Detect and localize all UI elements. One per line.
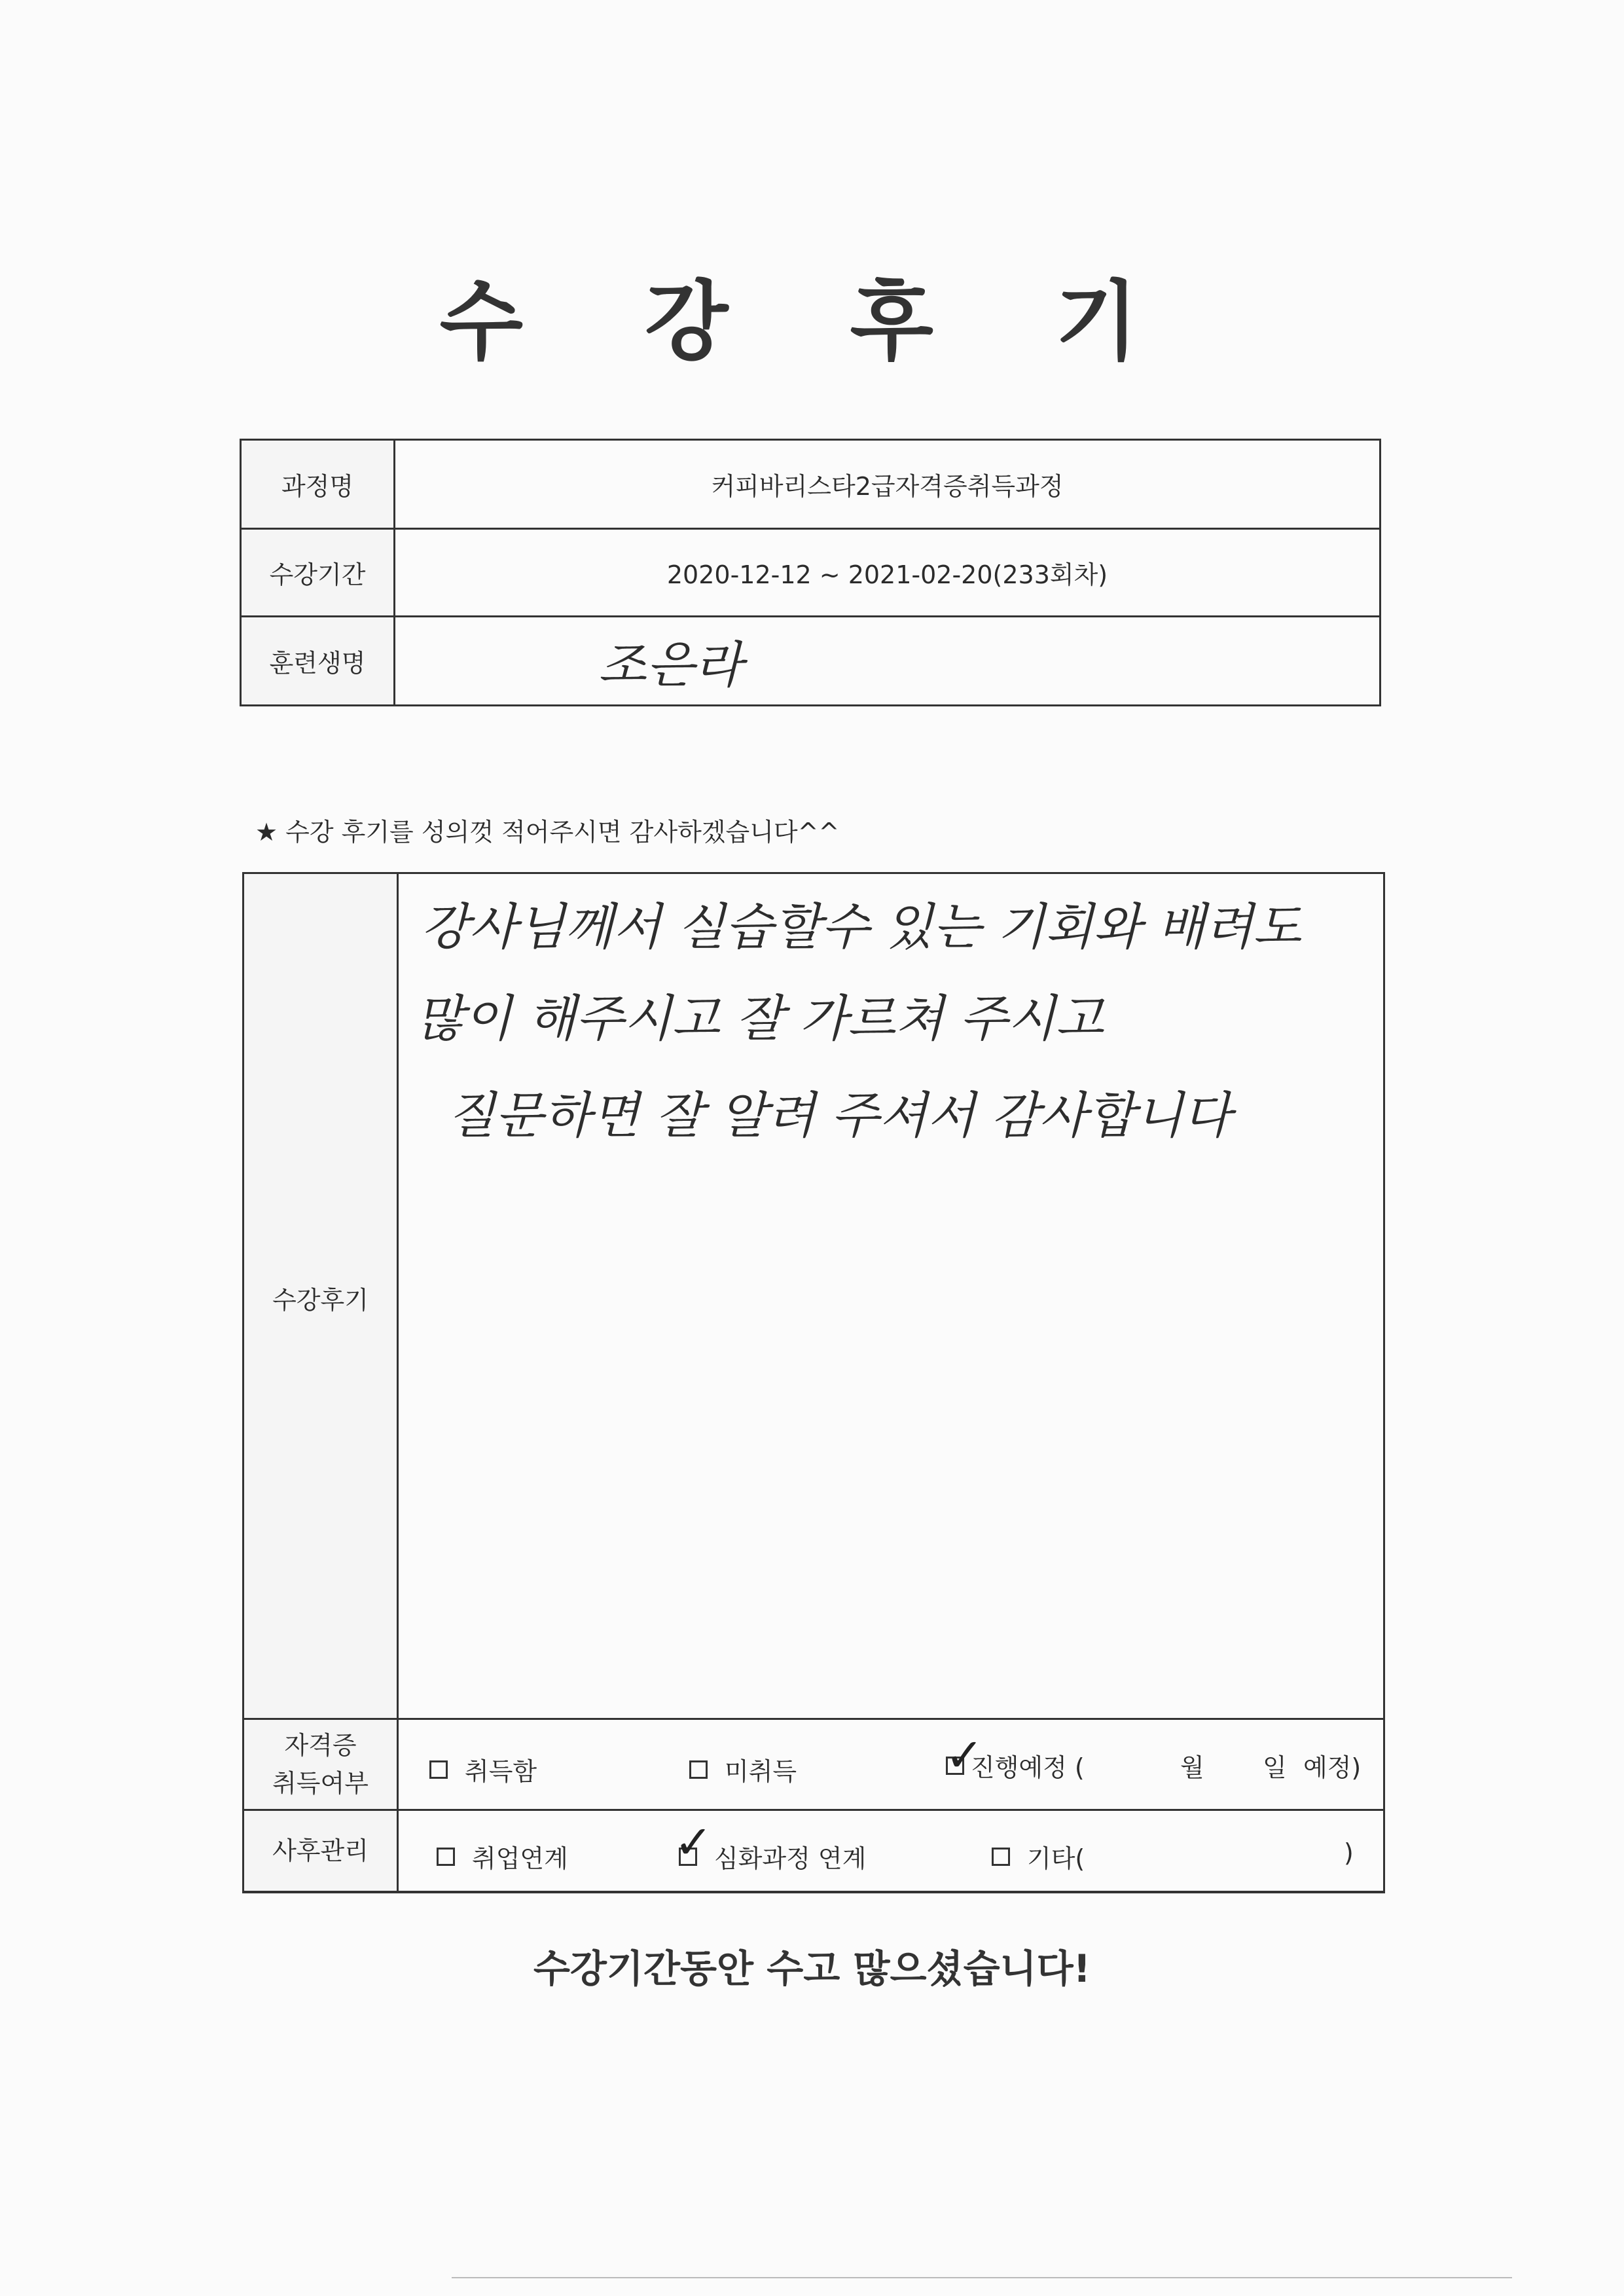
option-advanced[interactable] bbox=[674, 1815, 867, 1874]
option-obtained-label: 취득함 bbox=[465, 1757, 537, 1786]
notice-text: ★ 수강 후기를 성의껏 적어주시면 감사하겠습니다^^ bbox=[255, 818, 840, 847]
trainee-name-handwritten: 조은라 bbox=[598, 636, 743, 694]
checkbox-advanced[interactable] bbox=[674, 1815, 713, 1869]
followup-row bbox=[242, 1809, 1385, 1893]
trainee-cell bbox=[395, 617, 1380, 706]
closing-message: 수강기간동안 수고 많으셨습니다! bbox=[533, 1946, 1091, 1991]
option-planned[interactable] bbox=[945, 1728, 1085, 1783]
certificate-label-line1: 자격증 bbox=[284, 1731, 357, 1760]
option-employment[interactable] bbox=[437, 1838, 568, 1874]
planned-suffix: 예정) bbox=[1303, 1753, 1362, 1782]
option-other-label: 기타( bbox=[1027, 1844, 1085, 1873]
option-planned-label: 진행예정 ( bbox=[971, 1753, 1085, 1782]
option-not-obtained[interactable] bbox=[689, 1751, 797, 1787]
check-mark-icon: ✓ bbox=[674, 1815, 713, 1869]
review-line-3: 질문하면 잘 알려 주셔서 감사합니다 bbox=[447, 1086, 1231, 1144]
certificate-label-line2: 취득여부 bbox=[272, 1769, 369, 1798]
checkbox-other[interactable] bbox=[992, 1848, 1010, 1866]
certificate-row bbox=[242, 1718, 1385, 1811]
option-other-close: ) bbox=[1344, 1838, 1354, 1867]
certificate-label bbox=[244, 1720, 399, 1809]
checkbox-obtained[interactable] bbox=[429, 1760, 448, 1779]
planned-month: 월 bbox=[1180, 1753, 1204, 1782]
scan-edge-line bbox=[452, 2277, 1512, 2278]
trainee-label: 훈련생명 bbox=[241, 617, 395, 706]
course-info-table bbox=[240, 439, 1381, 706]
form-title: 수 강 후 기 bbox=[439, 272, 1185, 373]
planned-day: 일 bbox=[1263, 1753, 1287, 1782]
followup-label: 사후관리 bbox=[244, 1811, 399, 1891]
review-line-2: 많이 해주시고 잘 가르쳐 주시고 bbox=[416, 989, 1104, 1048]
period-label: 수강기간 bbox=[241, 529, 395, 617]
checkbox-employment[interactable] bbox=[437, 1848, 455, 1866]
review-line-1: 강사님께서 실습할수 있는 기회와 배려도 bbox=[421, 898, 1301, 956]
course-value: 커피바리스타2급자격증취득과정 bbox=[395, 440, 1380, 529]
checkbox-planned[interactable] bbox=[945, 1728, 984, 1782]
checkbox-not-obtained[interactable] bbox=[689, 1760, 708, 1779]
option-not-obtained-label: 미취득 bbox=[725, 1757, 797, 1786]
course-label: 과정명 bbox=[241, 440, 395, 529]
option-advanced-label: 심화과정 연계 bbox=[714, 1844, 867, 1873]
option-other[interactable] bbox=[992, 1838, 1085, 1874]
period-value: 2020-12-12 ~ 2021-02-20(233회차) bbox=[395, 529, 1380, 617]
option-employment-label: 취업연계 bbox=[472, 1844, 568, 1873]
review-label: 수강후기 bbox=[272, 1286, 369, 1315]
check-mark-icon: ✓ bbox=[945, 1728, 984, 1782]
option-obtained[interactable] bbox=[429, 1751, 537, 1787]
